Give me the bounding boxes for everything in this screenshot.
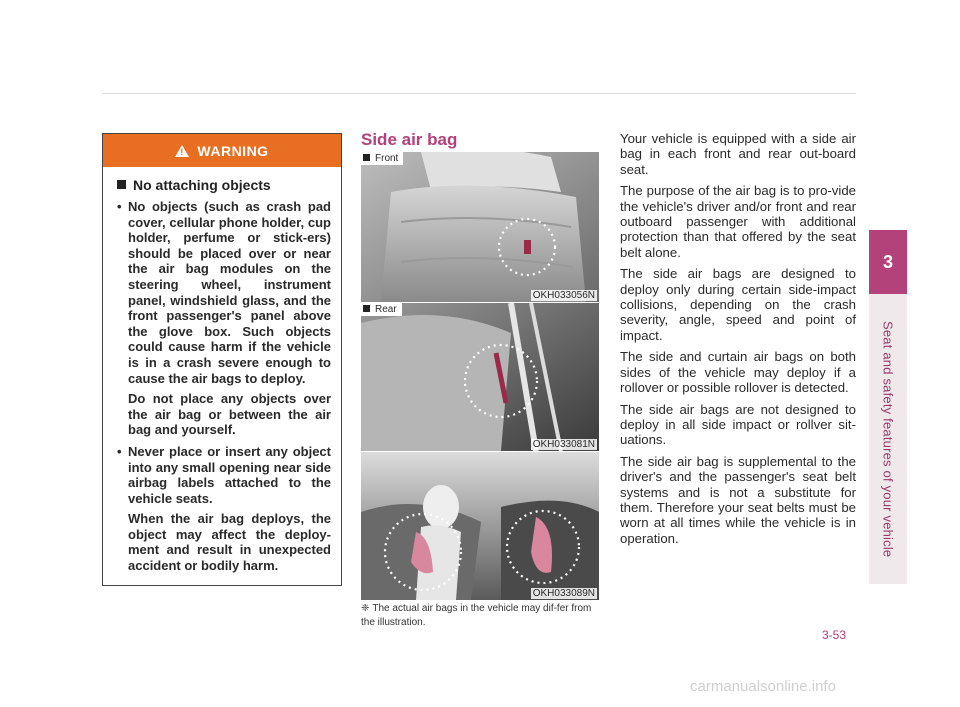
figure-code: OKH033056N: [532, 290, 595, 301]
square-bullet-icon: [117, 180, 126, 189]
warning-box: [102, 133, 342, 586]
figure-tag: Rear: [361, 303, 402, 316]
figure-code: OKH033089N: [532, 588, 595, 599]
figure-front: [361, 152, 599, 302]
watermark: carmanualsonline.info: [690, 678, 836, 695]
figure-interior: [361, 452, 599, 600]
square-bullet-icon: [363, 305, 370, 312]
chapter-title: Seat and safety features of your vehicle: [880, 320, 896, 558]
body-paragraph: The side air bags are not designed to deploy in all side impact or rollver sit-uations.: [620, 401, 856, 448]
interior-airbag-illustration: [361, 452, 599, 600]
rear-seat-illustration: [361, 303, 599, 451]
body-text: [620, 131, 856, 552]
chapter-number: 3: [882, 251, 893, 272]
body-paragraph: The purpose of the air bag is to pro-vide the vehicle's driver and/or front and rear outboard passenger with additional protection than that offered by the seat belt alone.: [620, 183, 856, 260]
body-paragraph: The side and curtain air bags on both sides of the vehicle may deploy if a rollover or possible rollover is detected.: [620, 349, 856, 396]
warning-bullet: • No objects (such as crash pad cover, cellular phone holder, cup holder, perfume or stick-ers) should be placed over or near the air bag modules on the steering wheel, instrument panel, windshield glass, and the front passenger's panel above the glove box. Such objects could cause harm if the vehicle is in a crash severe enough to cause the air bags to deploy.: [117, 199, 331, 386]
square-bullet-icon: [363, 154, 370, 161]
warning-subtext: Do not place any objects over the air bag or between the air bag and yourself.: [128, 391, 331, 438]
page-number: 3-53: [822, 628, 847, 642]
figure-rear: [361, 303, 599, 451]
warning-heading-text: No attaching objects: [133, 177, 271, 193]
chapter-tab[interactable]: [869, 230, 907, 294]
body-paragraph: The side air bag is supplemental to the driver's and the passenger's seat belt systems and is not a substitute for them. Therefore your seat belts must be worn at all times while the vehicle is in operation.: [620, 453, 856, 546]
warning-bullet: • Never place or insert any object into any small opening near side airbag labels attached to the vehicle seats.: [117, 444, 331, 506]
figure-code: OKH033081N: [532, 439, 595, 450]
body-paragraph: The side air bags are designed to deploy only during certain side-impact collisions, depending on the crash severity, angle, speed and point of impact.: [620, 266, 856, 343]
body-paragraph: Your vehicle is equipped with a side air bag in each front and rear out-board seat.: [620, 131, 856, 177]
figure-tag: Front: [361, 152, 403, 165]
warning-heading: [117, 177, 331, 193]
top-rule: [102, 93, 856, 94]
figure-caption: [361, 602, 601, 630]
warning-subtext: When the air bag deploys, the object may affect the deploy-ment and result in unexpected accident or bodily harm.: [128, 511, 331, 574]
caption-text: The actual air bags in the vehicle may dif-fer from the illustration.: [361, 603, 592, 628]
section-title: Side air bag: [361, 130, 458, 149]
warning-triangle-icon: !: [175, 145, 189, 157]
front-seat-illustration: [361, 152, 599, 302]
warning-label: WARNING: [197, 142, 269, 159]
reference-mark-icon: ❈: [361, 603, 370, 614]
warning-body: [103, 167, 341, 574]
warning-header: [103, 134, 341, 167]
